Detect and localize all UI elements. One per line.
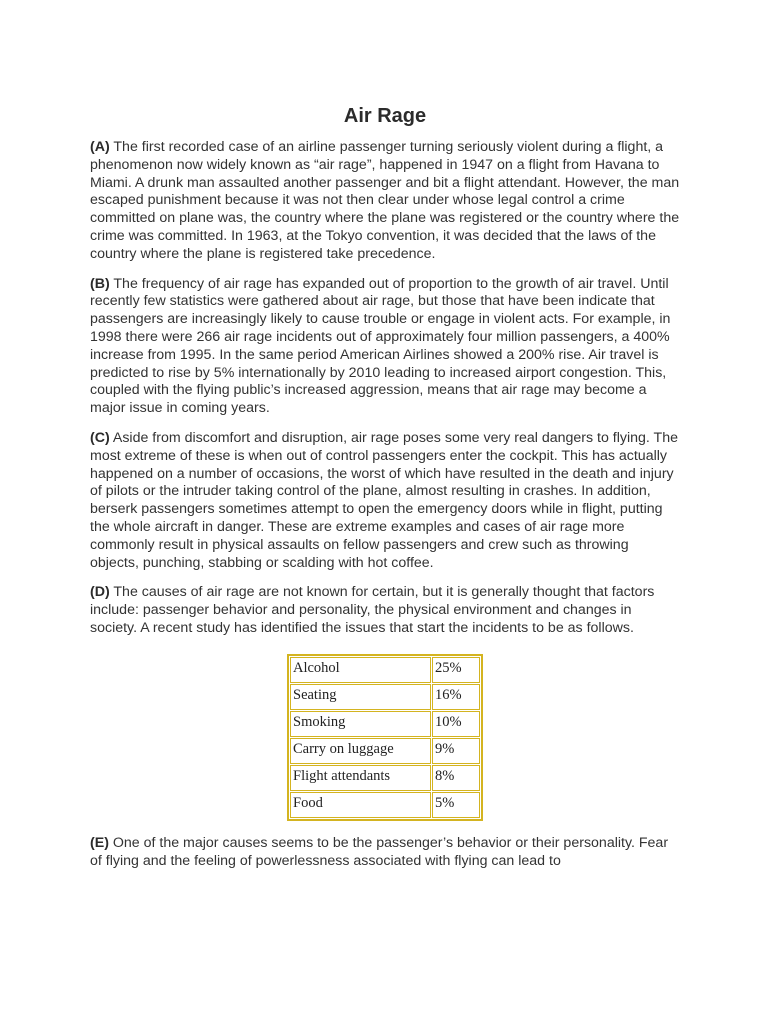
issues-table-wrapper (90, 654, 680, 821)
issue-cell: Seating (290, 684, 431, 710)
percent-cell: 16% (432, 684, 480, 710)
table-row (290, 765, 480, 791)
table-row (290, 657, 480, 683)
percent-cell: 25% (432, 657, 480, 683)
paragraph-label: (A) (90, 139, 110, 155)
paragraph-a (90, 139, 680, 264)
table-row (290, 792, 480, 818)
paragraph-c (90, 430, 680, 572)
paragraph-e (90, 835, 680, 871)
document-title: Air Rage (343, 105, 427, 127)
document-page (90, 104, 680, 882)
table-row (290, 738, 480, 764)
percent-cell: 10% (432, 711, 480, 737)
paragraph-text: Aside from discomfort and disruption, air rage poses some very real dangers to flying. The most extreme of these is when out of control passengers enter the cockpit. This has actually happened on a number of occasions, the worst of which have resulted in the death and injury of pilots or the intruder taking control of the plane, almost resulting in crashes. In addition, berserk passengers sometimes attempt to open the emergency doors while in flight, putting the whole aircraft in danger. These are extreme examples and cases of air rage more commonly result in physical assaults on fellow passengers and crew such as throwing objects, punching, stabbing or scalding with hot coffee. (90, 429, 679, 571)
paragraph-label: (C) (90, 429, 110, 446)
paragraph-d (90, 584, 680, 637)
issue-cell: Smoking (290, 711, 431, 737)
issue-cell: Food (290, 792, 431, 818)
percent-cell: 5% (432, 792, 480, 818)
percent-cell: 9% (432, 738, 480, 764)
paragraph-label: (D) (90, 584, 110, 601)
paragraph-label: (B) (90, 275, 110, 292)
paragraph-label: (E) (90, 834, 109, 851)
paragraph-text: One of the major causes seems to be the passenger’s behavior or their personality. Fear of flying and the feeling of powerlessness associated with flying can lead to (90, 834, 669, 869)
issue-cell: Flight attendants (290, 765, 431, 791)
table-row (290, 684, 480, 710)
issue-cell: Carry on luggage (290, 738, 431, 764)
percent-cell: 8% (432, 765, 480, 791)
paragraph-text: The frequency of air rage has expanded out of proportion to the growth of air travel. Until recently few statistics were gathered about air rage, but those that have been indicate that passengers are increasingly likely to cause trouble or engage in violent acts. For example, in 1998 there were 266 air rage incidents out of approximately four million passengers, a 400% increase from 1995. In the same period American Airlines showed a 200% rise. Air travel is predicted to rise by 5% internationally by 2010 leading to increased airport congestion. This, coupled with the flying public’s increased aggression, means that air rage may become a major issue in coming years. (90, 275, 671, 417)
paragraph-b (90, 276, 680, 418)
issue-cell: Alcohol (290, 657, 431, 683)
paragraph-text: The causes of air rage are not known for certain, but it is generally thought that factors include: passenger behavior and personality, the physical environment and changes in society. A recent study has identified the issues that start the incidents to be as follows. (90, 584, 655, 636)
paragraph-text: The first recorded case of an airline passenger turning seriously violent during a flight, a phenomenon now widely known as “air rage”, happened in 1947 on a flight from Havana to Miami. A drunk man assaulted another passenger and bit a flight attendant. However, the man escaped punishment because it was not then clear under whose legal control a crime committed on plane was, the country where the plane was registered or the country where the crime was committed. In 1963, at the Tokyo convention, it was decided that the laws of the country where the plane is registered take precedence. (90, 139, 680, 262)
issues-table (287, 654, 483, 821)
table-row (290, 711, 480, 737)
